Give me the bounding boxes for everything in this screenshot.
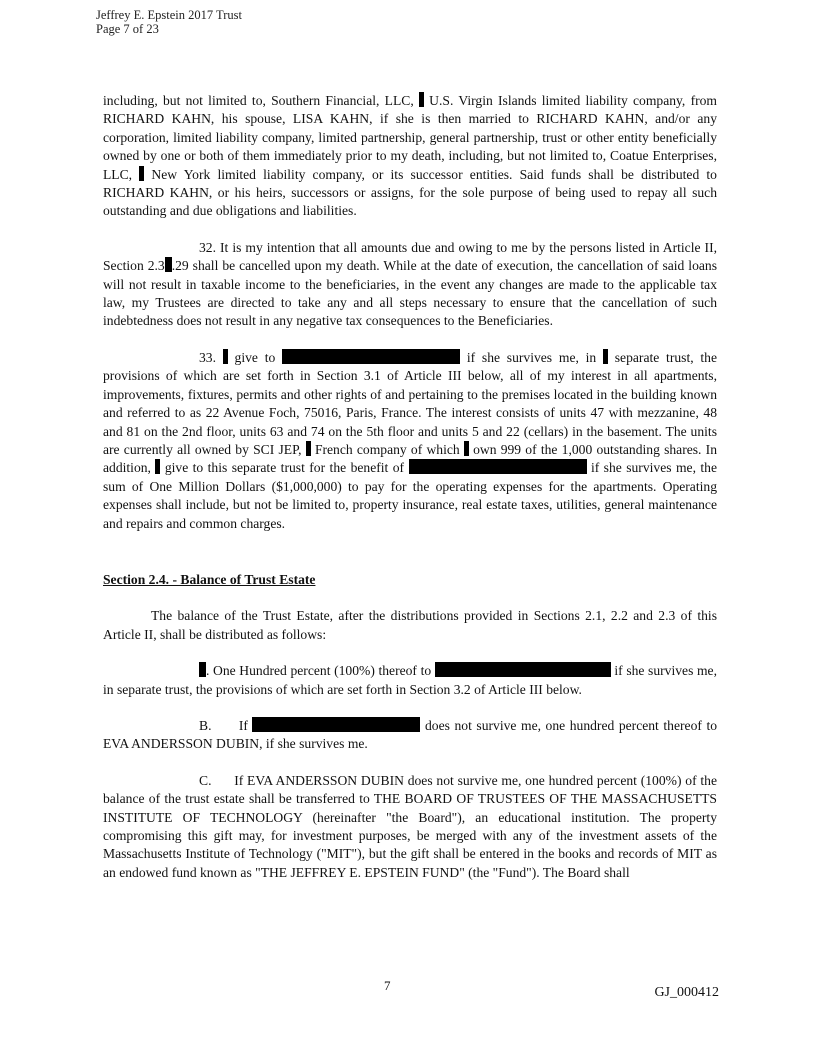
section-heading: Section 2.4. - Balance of Trust Estate xyxy=(103,571,316,587)
text-run: If xyxy=(238,717,253,733)
page-header xyxy=(96,8,242,36)
section-intro: The balance of the Trust Estate, after the distributions provided in Sections 2.1, 2.2 and 2.3 of this Article II, shall be distributed as follows: xyxy=(103,608,717,642)
redaction-box xyxy=(165,257,172,272)
redaction-box xyxy=(199,662,206,677)
text-run: separate trust, the provisions of which are set forth in Section 3.1 of Article III below, all of my interest in all apartments, improvements, fixtures, permits and other rights of and pertaining to the premises located in the building known and referred to as 22 Avenue Foch, 75016, Paris, France. The interest consists of units 47 with mezzanine, 48 and 81 on the 2nd floor, units 63 and 74 on the 5th floor and units 5 and 22 (cellars) in the basement. The units are currently all owned by SCI JEP, xyxy=(103,349,718,457)
item-c xyxy=(103,772,717,882)
item-label: C. xyxy=(199,772,212,788)
text-run: U.S. Virgin Islands limited liability company, from RICHARD KAHN, his spouse, LISA KAHN, if she is then married to RICHARD KAHN, and/or any corporation, limited liability company, limited partnership, general partnership, trust or other entity beneficially owned by one or both of them immediately prior to my death, including, but not limited to, Coatue Enterprises, LLC, xyxy=(103,93,717,182)
text-run: give to xyxy=(227,349,283,365)
page-number: 7 xyxy=(384,978,391,993)
bates-number: GJ_000412 xyxy=(654,985,719,1000)
text-run: New York limited liability company, or its successor entities. Said funds shall be distributed to RICHARD KAHN, or his heirs, successors or assigns, for the sole purpose of being used to repay all such outstanding and due obligations and liabilities. xyxy=(103,166,717,219)
text-run: 32. It is my intention that all amounts due and owing to me by the persons listed in Article II, Section 2.3 xyxy=(103,239,717,274)
item-a xyxy=(103,662,717,699)
text-run: does not survive me, one hundred percent thereof to EVA ANDERSSON DUBIN, if she survives me. xyxy=(103,717,718,752)
text-run: 33. xyxy=(199,349,223,365)
redaction-box xyxy=(252,717,420,732)
text-run: if she survives me, in xyxy=(460,349,603,365)
redaction-box xyxy=(282,349,460,364)
item-b xyxy=(103,717,717,754)
text-run: . One Hundred percent (100%) thereof to xyxy=(206,663,435,679)
trust-name: Jeffrey E. Epstein 2017 Trust xyxy=(96,8,242,22)
page-label: Page 7 of 23 xyxy=(96,22,159,36)
text-run: if she survives me, in separate trust, the provisions of which are set forth in Section 3.2 of Article III below. xyxy=(103,663,717,697)
text-run: French company of which xyxy=(310,441,464,457)
text-run: give to this separate trust for the benefit of xyxy=(160,460,409,476)
text-run: own 999 of the 1,000 outstanding shares. In addition, xyxy=(103,441,717,476)
item-label: B. xyxy=(199,717,212,733)
text-run: If EVA ANDERSSON DUBIN does not survive me, one hundred percent (100%) of the balance of the trust estate shall be transferred to THE BOARD OF TRUSTEES OF THE MASSACHUSETTS INSTITUTE OF TECHNOLOGY (hereinafter "the Board"), an educational institution. The property compromising this gift may, for investment purposes, be merged with any of the investment assets of the Massachusetts Institute of Technology ("MIT"), but the gift shall be entered in the books and records of MIT as an endowed fund known as "THE JEFFREY E. EPSTEIN FUND" (the "Fund"). The Board shall xyxy=(103,772,717,880)
document-body xyxy=(103,92,717,882)
text-run: .29 shall be cancelled upon my death. While at the date of execution, the cancellation of said loans will not result in taxable income to the beneficiaries, in the event any changes are made to the applicable tax law, my Trustees are directed to take any and all steps necessary to ensure that the cancellation of such indebtedness does not result in any negative tax consequences to the Beneficiaries. xyxy=(103,258,717,329)
text-run: if she survives me, the sum of One Million Dollars ($1,000,000) to pay for the operating expenses for the apartments. Operating expenses shall include, but not be limited to, property insurance, real estate taxes, utilities, general maintenance and repairs and common charges. xyxy=(103,460,717,531)
redaction-box xyxy=(409,459,587,474)
paragraph-33 xyxy=(103,349,717,533)
redaction-box xyxy=(435,662,611,677)
paragraph-32 xyxy=(103,239,717,331)
text-run: including, but not limited to, Southern Financial, LLC, xyxy=(103,93,419,108)
paragraph-intro xyxy=(103,92,717,221)
